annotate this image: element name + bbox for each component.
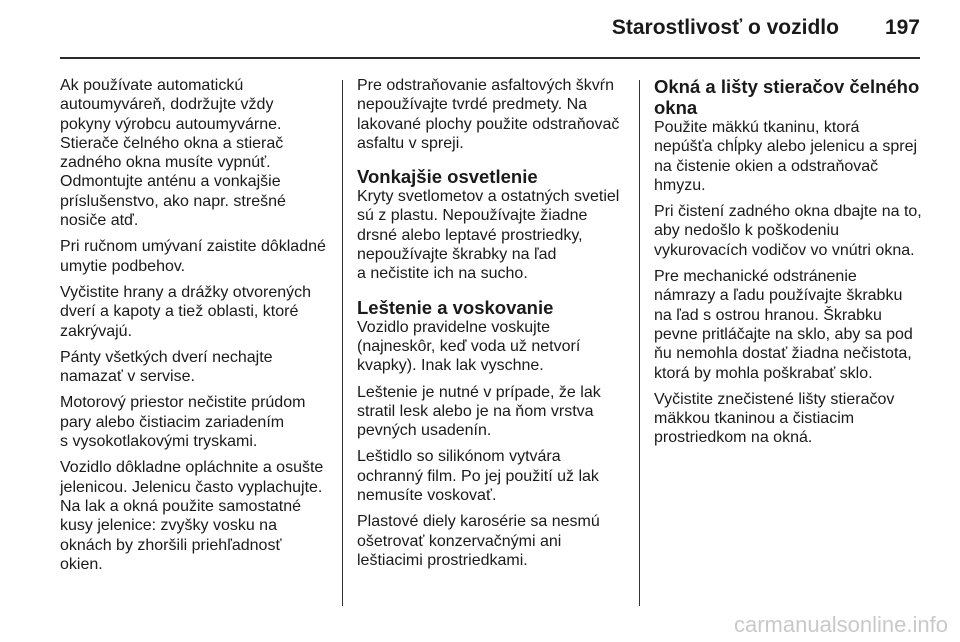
column-divider: [342, 80, 343, 606]
column-2: [357, 76, 629, 577]
page-header: [60, 8, 920, 48]
paragraph: Vozidlo pravidelne voskujte (najneskôr, keď voda už netvorí kvapky). Inak lak vyschne.: [357, 318, 581, 375]
paragraph: Ak používate automatickú autoumyváreň, dodržujte vždy pokyny výrobcu autoumyvárne. Stierače čelného okna a stierač zadného okna musíte vypnúť. Odmontujte anténu a vonkajšie príslušenstvo, ako napr. strešné nosiče atď.: [60, 77, 286, 230]
header-rule: [60, 57, 920, 59]
paragraph: Pre mechanické odstránenie námrazy a ľadu používajte škrabku na ľad s ostrou hranou. Škrabku pevne pritláčajte na sklo, aby sa pod ňu nemohla dostať žiadna nečistota, ktorá by mohla poškrabať sklo.: [654, 268, 913, 382]
paragraph: Leštidlo so silikónom vytvára ochranný film. Po jej použití už lak nemusíte voskovať.: [357, 448, 599, 505]
paragraph: Vozidlo dôkladne opláchnite a osušte jelenicou. Jelenicu často vyplachujte. Na lak a okná použite samostatné kusy jelenice: zvyšky vosku na oknách by zhoršili priehľadnosť okien.: [60, 459, 324, 573]
page-title: Starostlivosť o vozidlo: [611, 16, 839, 39]
paragraph: Vyčistite hrany a drážky otvorených dverí a kapoty a tiež oblasti, ktoré zakrývajú.: [60, 283, 312, 340]
paragraph: Vyčistite znečistené lišty stieračov mäkkou tkaninou a čistiacim prostriedkom na okná.: [654, 390, 895, 447]
paragraph: Pánty všetkých dverí nechajte namazať v servise.: [60, 348, 273, 386]
paragraph: Pri čistení zadného okna dbajte na to, aby nedošlo k poškodeniu vykurovacích vodičov vo vnútri okna.: [654, 203, 922, 259]
column-3: [654, 76, 929, 455]
section-heading: Okná a lišty stieračov čelného okna: [654, 76, 920, 118]
paragraph: Motorový priestor nečistite prúdom pary alebo čistiacim zariadením s vysokotlakovými tryskami.: [60, 394, 306, 451]
paragraph: Pre odstraňovanie asfaltových škvŕn nepoužívajte tvrdé predmety. Na lakované plochy použite odstraňovač asfaltu v spreji.: [357, 77, 620, 152]
section-heading: Vonkajšie osvetlenie: [357, 166, 538, 188]
paragraph: Kryty svetlometov a ostatných svetiel sú z plastu. Nepoužívajte žiadne drsné alebo leptavé prostriedky, nepoužívajte škrabky na ľad a nečistite ich na sucho.: [357, 188, 620, 283]
paragraph: Pri ručnom umývaní zaistite dôkladné umytie podbehov.: [60, 238, 326, 275]
section-heading: Leštenie a voskovanie: [357, 296, 554, 318]
paragraph: Použite mäkkú tkaninu, ktorá nepúšťa chĺpky alebo jelenicu a sprej na čistenie okien a odstraňovač hmyzu.: [654, 119, 918, 194]
column-1: [60, 76, 332, 581]
watermark: carmanualsonline.info: [733, 612, 948, 637]
page-number: 197: [884, 16, 920, 39]
column-divider: [639, 80, 640, 606]
paragraph: Leštenie je nutné v prípade, že lak stratil lesk alebo je na ňom vrstva pevných usadenín.: [357, 383, 601, 440]
paragraph: Plastové diely karosérie sa nesmú ošetrovať konzervačnými ani leštiacimi prostriedkami.: [357, 513, 600, 569]
